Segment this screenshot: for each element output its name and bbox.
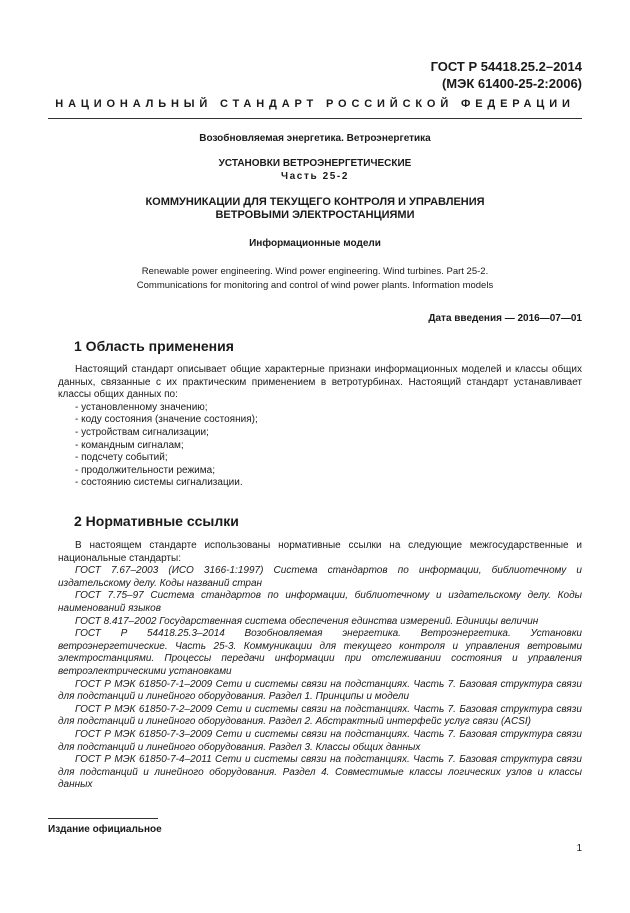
english-title-line1: Renewable power engineering. Wind power engineering. Wind turbines. Part 25-2. [141,266,489,277]
header-divider [48,118,582,119]
title-sub-line2: ВЕТРОВЫМИ ЭЛЕКТРОСТАНЦИЯМИ [215,209,415,221]
title-sub-line1: КОММУНИКАЦИИ ДЛЯ ТЕКУЩЕГО КОНТРОЛЯ И УПРАВЛЕНИЯ [145,196,485,208]
document-identifier [431,58,582,92]
section-1-body [58,364,582,490]
normative-reference: ГОСТ Р МЭК 61850-7-1–2009 Сети и системы связи на подстанциях. Часть 7. Базовая структура связи для подстанций и линейного оборудования. Раздел 1. Принципы и модели [58,678,582,703]
normative-reference: ГОСТ Р МЭК 61850-7-3–2009 Сети и системы связи на подстанциях. Часть 7. Базовая структура связи для подстанций и линейного оборудования. Раздел 3. Классы общих данных [58,728,582,753]
section-1-paragraph: Настоящий стандарт описывает общие характерные признаки информационных моделей и классы общих данных, связанные с их практическим применением в ветротурбинах. Настоящий стандарт устанавливает классы общих данных по: [58,364,582,401]
list-item: - установленному значению; [75,401,208,413]
title-part: Часть 25-2 [281,171,349,182]
title-info: Информационные модели [249,238,381,249]
title-category: Возобновляемая энергетика. Ветроэнергетика [199,133,431,144]
introduction-date: Дата введения — 2016—07—01 [428,313,582,324]
list-item: - подсчету событий; [75,452,168,464]
list-item: - коду состояния (значение состояния); [75,414,258,426]
iec-number: (МЭК 61400-25-2:2006) [441,76,582,91]
list-item: - командным сигналам; [75,439,184,451]
national-standard-banner: НАЦИОНАЛЬНЫЙ СТАНДАРТ РОССИЙСКОЙ ФЕДЕРАЦИИ [55,98,575,110]
normative-reference: ГОСТ Р 54418.25.3–2014 Возобновляемая энергетика. Ветроэнергетика. Установки ветроэнергетические. Часть 25-3. Коммуникации для текущего контроля и управления ветровыми электростанциями. Процессы передачи информации при отслеживании состояния и управления ветроэлектрическими установками [58,628,582,677]
doc-number: ГОСТ Р 54418.25.2–2014 [430,59,582,74]
section-2-intro: В настоящем стандарте использованы нормативные ссылки на следующие межгосударственные и национальные стандарты: [58,540,582,564]
list-item: - состоянию системы сигнализации. [75,477,243,489]
normative-reference: ГОСТ 7.75–97 Система стандартов по информации, библиотечному и издательскому делу. Коды наименований языков [58,590,582,614]
normative-reference: ГОСТ Р МЭК 61850-7-4–2011 Сети и системы связи на подстанциях. Часть 7. Базовая структура связи для подстанций и линейного оборудования. Раздел 4. Совместимые классы логических узлов и классы данных [58,754,582,791]
section-2-heading: 2 Нормативные ссылки [74,513,239,529]
official-edition-label: Издание официальное [48,824,162,835]
page-number: 1 [576,843,582,854]
section-2-body [58,540,582,792]
normative-reference: ГОСТ 8.417–2002 Государственная система обеспечения единства измерений. Единицы величин [75,615,539,627]
list-item: - устройствам сигнализации; [75,426,209,438]
list-item: - продолжительности режима; [75,464,215,476]
title-main: УСТАНОВКИ ВЕТРОЭНЕРГЕТИЧЕСКИЕ [218,158,412,169]
normative-reference: ГОСТ Р МЭК 61850-7-2–2009 Сети и системы связи на подстанциях. Часть 7. Базовая структура связи для подстанций и линейного оборудования. Раздел 2. Абстрактный интерфейс услуг связи (ACSI) [58,703,582,728]
normative-reference: ГОСТ 7.67–2003 (ИСО 3166-1:1997) Система стандартов по информации, библиотечному и издательскому делу. Коды названий стран [58,565,582,589]
footer-divider [48,818,158,819]
english-title-line2: Communications for monitoring and control of wind power plants. Information models [136,280,494,291]
section-1-heading: 1 Область применения [74,338,234,354]
